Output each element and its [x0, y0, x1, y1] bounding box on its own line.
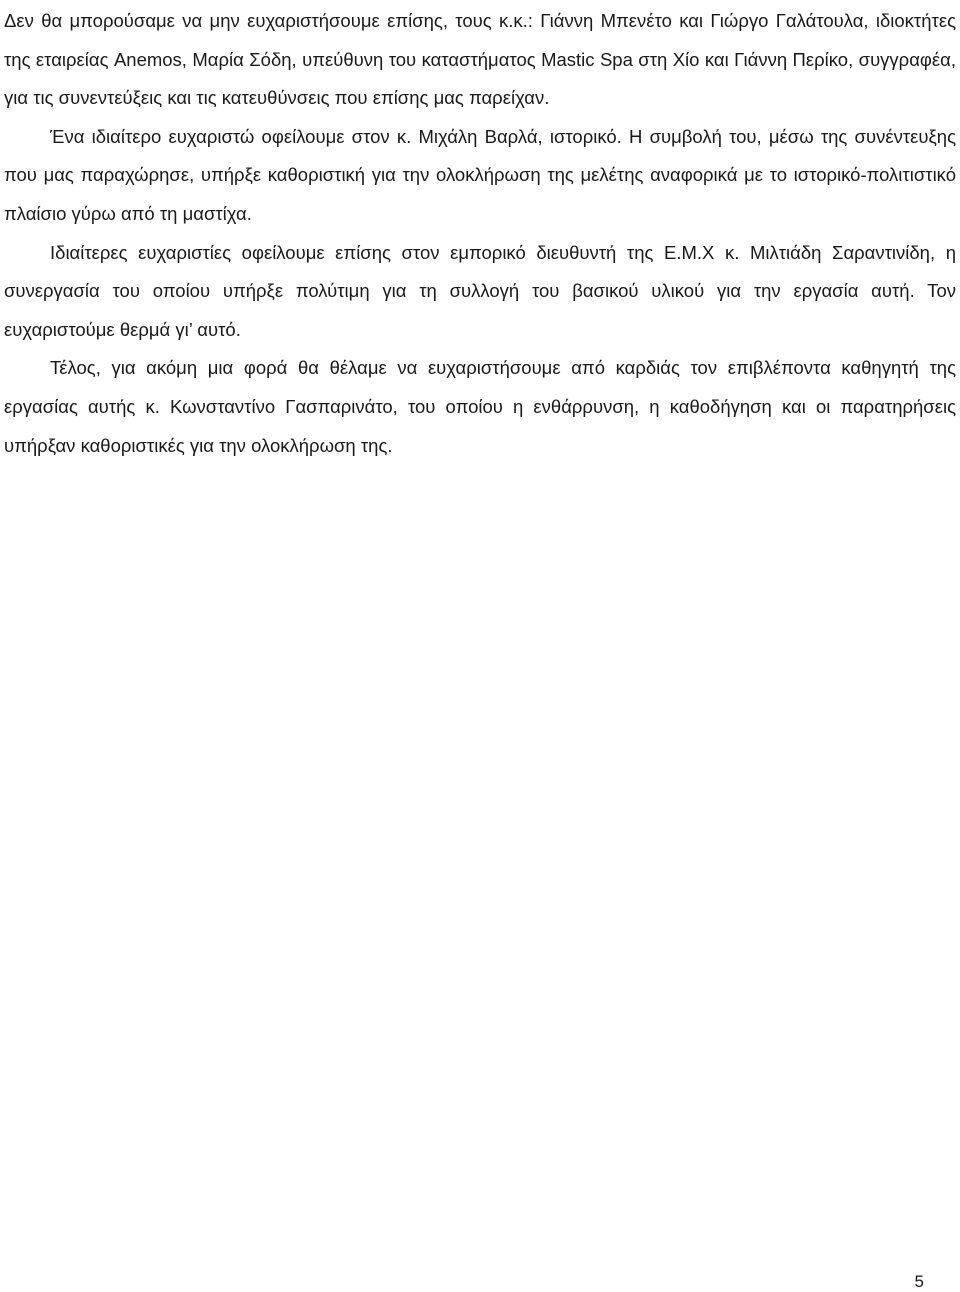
document-body	[4, 2, 956, 465]
paragraph-acknowledgement-historian: Ένα ιδιαίτερο ευχαριστώ οφείλουμε στον κ. Μιχάλη Βαρλά, ιστορικό. Η συμβολή του, μέσω της συνέντευξης που μας παραχώρησε, υπήρξε καθοριστική για την ολοκλήρωση της μελέτης αναφορικά με το ιστορικό-πολιτιστικό πλαίσιο γύρω από τη μαστίχα.	[4, 125, 956, 224]
paragraph-acknowledgement-supervisor: Τέλος, για ακόμη μια φορά θα θέλαμε να ευχαριστήσουμε από καρδιάς τον επιβλέποντα καθηγητή της εργασίας αυτής κ. Κωνσταντίνο Γασπαρινάτο, του οποίου η ενθάρρυνση, η καθοδήγηση και οι παρατηρήσεις υπήρξαν καθοριστικές για την ολοκλήρωση της.	[4, 357, 956, 456]
paragraph-acknowledgement-commercial-director: Ιδιαίτερες ευχαριστίες οφείλουμε επίσης στον εμπορικό διευθυντή της Ε.Μ.Χ κ. Μιλτιάδη Σαραντινίδη, η συνεργασία του οποίου υπήρξε πολύτιμη για τη συλλογή του βασικού υλικού για την εργασία αυτή. Τον ευχαριστούμε θερμά γι’ αυτό.	[4, 241, 956, 340]
paragraph-acknowledgements-interviews: Δεν θα μπορούσαμε να μην ευχαριστήσουμε επίσης, τους κ.κ.: Γιάννη Μπενέτο και Γιώργο Γαλάτουλα, ιδιοκτήτες της εταιρείας Anemos, Μαρία Σόδη, υπεύθυνη του καταστήματος Mastic Spa στη Χίο και Γιάννη Περίκο, συγγραφέα, για τις συνεντεύξεις και τις κατευθύνσεις που επίσης μας παρείχαν.	[4, 10, 956, 109]
page-number: 5	[914, 1272, 924, 1291]
